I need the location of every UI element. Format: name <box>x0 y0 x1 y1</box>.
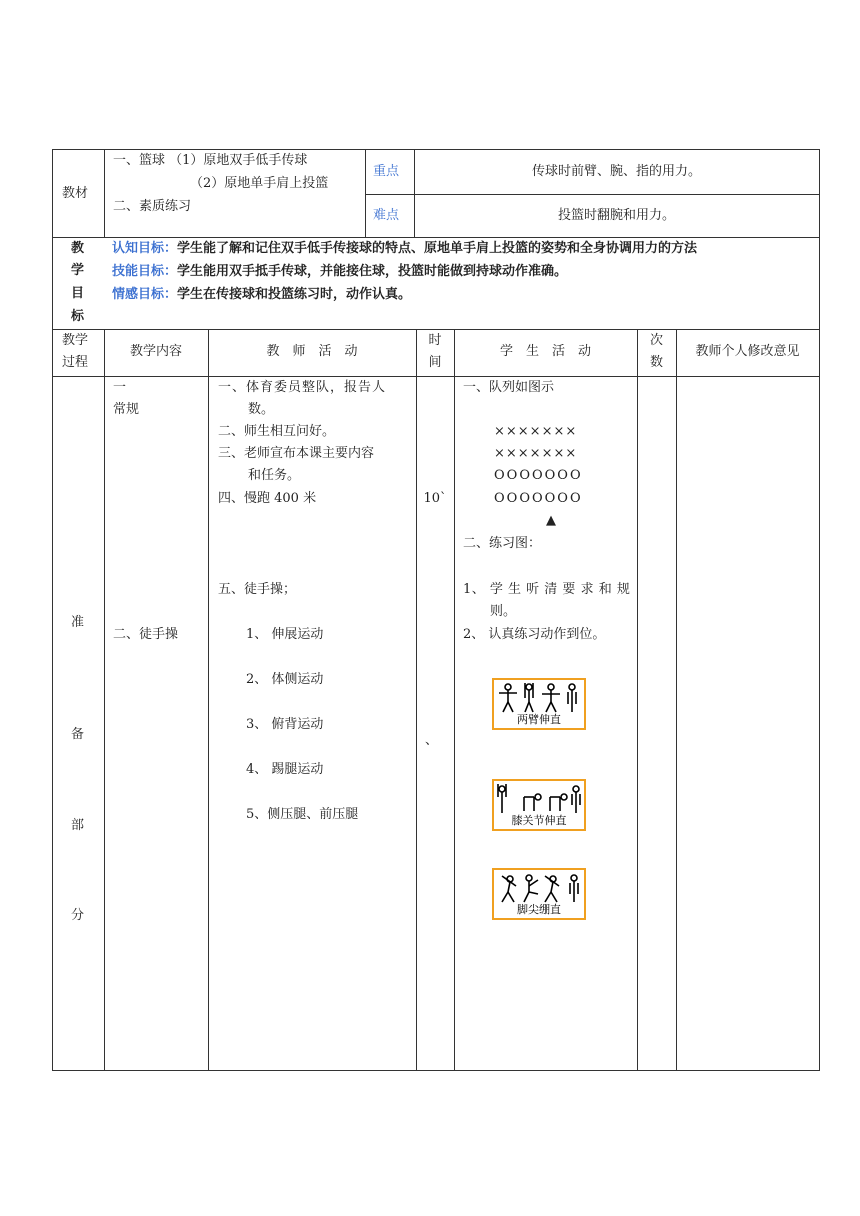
stick-figures-knees-icon <box>496 783 582 815</box>
material-line-3: 二、素质练习 <box>113 199 192 214</box>
goals-label-char: 目 <box>71 286 85 301</box>
teacher-line: 四、慢跑 400 米 <box>218 491 317 506</box>
exercise-figure-knees <box>492 779 586 831</box>
teacher-line: 2、 体侧运动 <box>246 672 324 687</box>
emotion-goal-label: 情感目标： <box>112 287 178 302</box>
section-char: 准 <box>71 615 85 630</box>
skill-goal <box>112 264 567 280</box>
skill-goal-label: 技能目标： <box>112 264 178 279</box>
header-time-1: 时 <box>428 333 442 348</box>
time-mark: 、 <box>425 733 439 748</box>
cognitive-goal-label: 认知目标： <box>112 241 178 256</box>
teacher-line: 一、体育委员整队，报告人 <box>218 380 387 395</box>
header-student-activity: 学 生 活 动 <box>499 344 591 359</box>
figure-caption: 脚尖绷直 <box>517 903 561 916</box>
teacher-line: 5、侧压腿、前压腿 <box>246 807 359 822</box>
stick-figures-arms-icon <box>496 682 582 714</box>
header-time-2: 间 <box>428 355 442 370</box>
emotion-goal <box>112 287 411 303</box>
section-char: 备 <box>71 727 85 742</box>
teacher-line: 和任务。 <box>248 468 301 483</box>
content-item: 一 <box>113 380 127 395</box>
teacher-marker-icon: ▲ <box>546 513 556 528</box>
student-title-1: 一、队列如图示 <box>463 380 555 395</box>
header-process-1: 教学 <box>62 333 89 348</box>
formation-row: OOOOOOO <box>494 491 583 506</box>
material-line-2: （2）原地单手肩上投篮 <box>190 176 329 191</box>
cognitive-goal-text: 学生能了解和记住双手低手传接球的特点、原地单手肩上投篮的姿势和全身协调用力的方法 <box>177 241 698 256</box>
teacher-line: 五、徒手操； <box>218 582 297 597</box>
header-count-1: 次 <box>649 333 663 348</box>
emotion-goal-text: 学生在传接球和投篮练习时，动作认真。 <box>177 287 412 302</box>
formation-row: ××××××× <box>494 424 578 439</box>
student-item: 1、 学 生 听 清 要 求 和 规 <box>463 582 631 597</box>
time-value: 10` <box>423 491 447 506</box>
figure-caption: 膝关节伸直 <box>511 814 567 827</box>
header-teacher-activity: 教 师 活 动 <box>266 344 358 359</box>
skill-goal-text: 学生能用双手抵手传球，并能接住球，投篮时能做到持球动作准确。 <box>177 264 568 279</box>
content-item: 常规 <box>113 402 140 417</box>
goals-label-char: 学 <box>71 263 85 278</box>
goals-label-char: 标 <box>71 309 85 324</box>
teacher-line: 二、师生相互问好。 <box>218 424 336 439</box>
exercise-figure-toes <box>492 868 586 920</box>
header-count-2: 数 <box>649 355 663 370</box>
teacher-line: 三、老师宣布本课主要内容 <box>218 446 375 461</box>
material-line-1: 一、篮球 （1）原地双手低手传球 <box>113 153 308 168</box>
teacher-line: 数。 <box>248 402 275 417</box>
teacher-line: 3、 俯背运动 <box>246 717 324 732</box>
section-char: 分 <box>71 908 85 923</box>
section-char: 部 <box>71 818 85 833</box>
student-item: 则。 <box>490 604 517 619</box>
teacher-line: 4、 踢腿运动 <box>246 762 324 777</box>
key-point-text: 传球时前臂、腕、指的用力。 <box>531 164 701 179</box>
student-title-2: 二、练习图： <box>463 536 542 551</box>
key-point-label: 重点 <box>373 164 400 179</box>
goals-label-char: 教 <box>71 241 85 256</box>
difficulty-text: 投篮时翻腕和用力。 <box>557 208 675 223</box>
content-item: 二、徒手操 <box>113 627 179 642</box>
formation-row: ××××××× <box>494 446 578 461</box>
stick-figures-toes-icon <box>496 872 582 904</box>
teacher-line: 1、 伸展运动 <box>246 627 324 642</box>
student-item: 2、 认真练习动作到位。 <box>463 627 606 642</box>
formation-row: OOOOOOO <box>494 468 583 483</box>
figure-caption: 两臂伸直 <box>517 713 561 726</box>
exercise-figure-arms <box>492 678 586 730</box>
header-process-2: 过程 <box>62 355 89 370</box>
difficulty-label: 难点 <box>373 208 400 223</box>
header-content: 教学内容 <box>129 344 182 359</box>
header-revision: 教师个人修改意见 <box>695 344 800 359</box>
cognitive-goal <box>112 241 697 257</box>
material-label: 教材 <box>62 186 89 201</box>
